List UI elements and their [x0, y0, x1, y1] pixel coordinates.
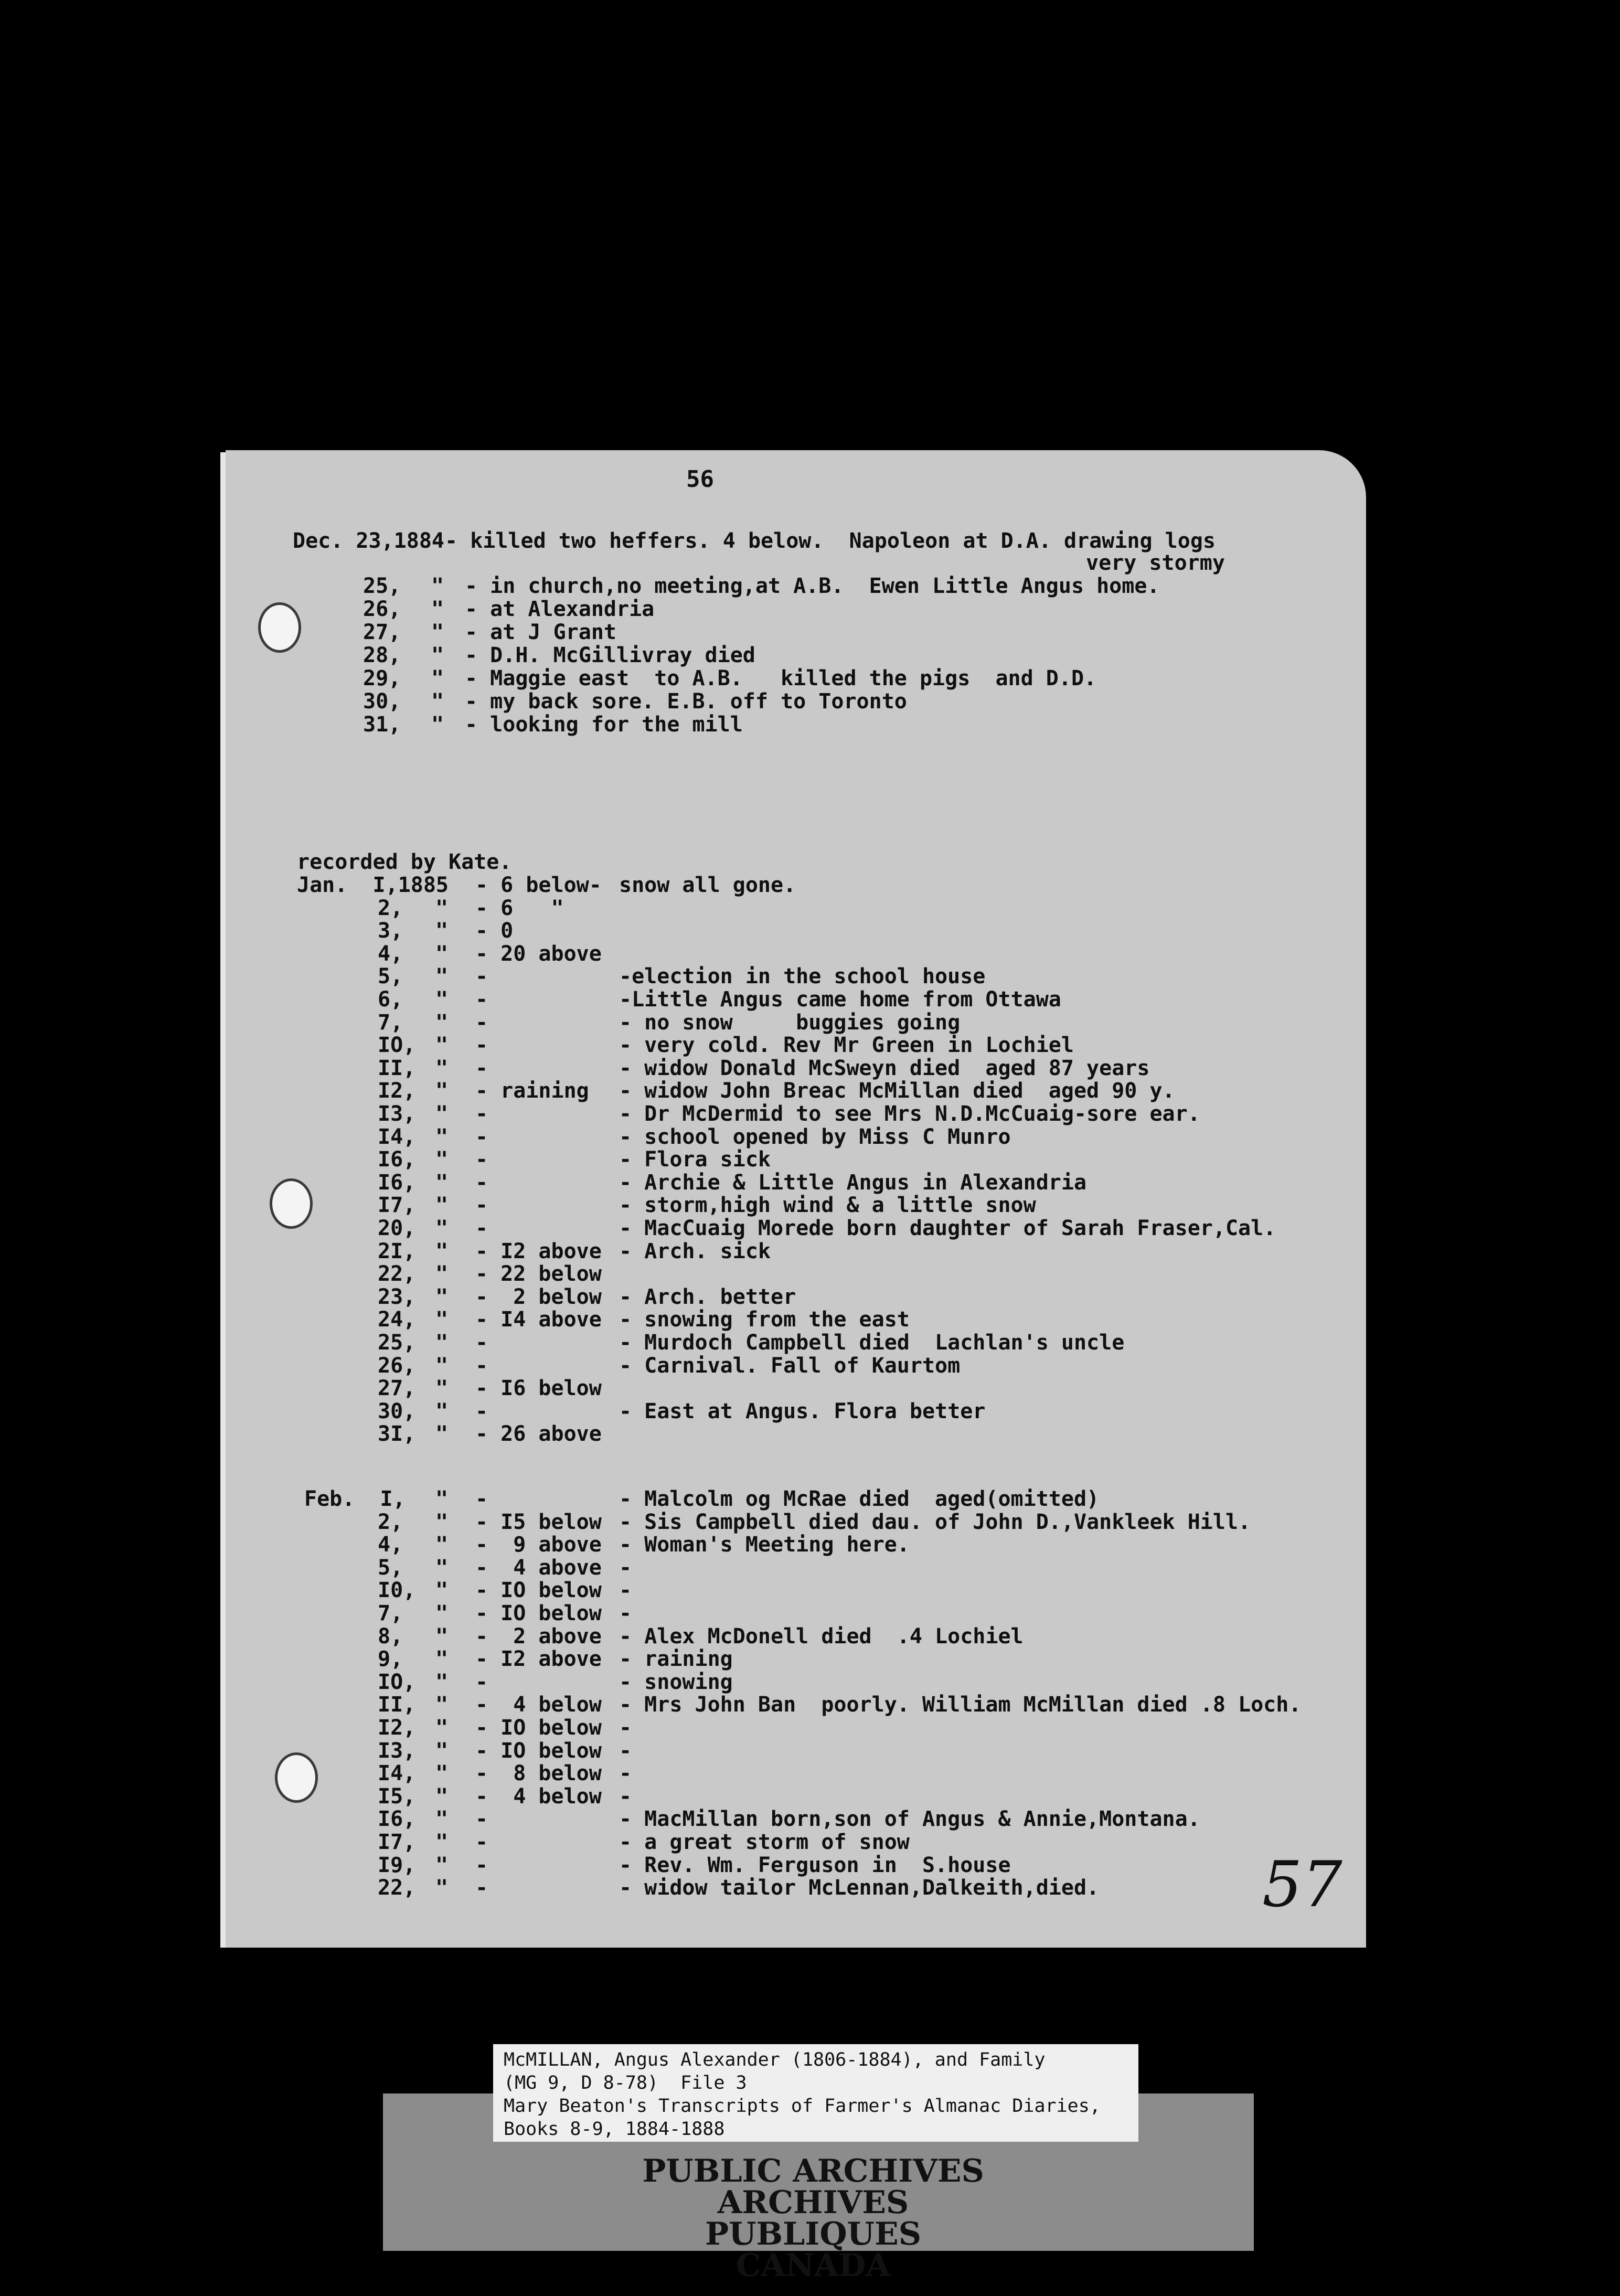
entry-date: 2, [378, 1510, 403, 1534]
diary-row [363, 574, 1160, 598]
ditto-mark: " [435, 1284, 449, 1309]
entry-date: 7, [378, 1010, 403, 1035]
ditto-mark: " [435, 1510, 449, 1534]
entry-date: 4, [378, 1533, 403, 1557]
entry-date: 29, [363, 666, 401, 690]
entry-note: - looking for the mill [465, 713, 743, 737]
ditto-mark: " [431, 574, 444, 598]
ditto-mark: " [435, 1170, 449, 1195]
entry-date: Jan. I,1885 [297, 873, 449, 897]
ditto-mark: " [435, 964, 449, 989]
entry-note: - at Alexandria [465, 597, 655, 621]
label-line: (MG 9, D 8-78) File 3 [504, 2072, 747, 2093]
temperature: - [475, 1399, 488, 1423]
temperature: - [475, 1170, 488, 1195]
ditto-mark: " [435, 1578, 449, 1603]
entry-date: I7, [378, 1193, 416, 1218]
temperature: - [475, 987, 488, 1012]
entry-date: Dec. 23,1884 [293, 529, 444, 553]
temperature: - 9 above [475, 1533, 602, 1557]
page-number: 56 [686, 466, 714, 493]
entry-date: I6, [378, 1147, 416, 1172]
ditto-mark: " [435, 1124, 449, 1149]
stamp-line: PUBLIC ARCHIVES [642, 2153, 984, 2189]
entry-note: - Dr McDermid to see Mrs N.D.McCuaig-sore ear. [619, 1102, 1200, 1126]
temperature: - [475, 1102, 488, 1126]
stamp-line: ARCHIVES PUBLIQUES [705, 2184, 922, 2252]
temperature: - 8 below [475, 1761, 602, 1786]
temperature: - [475, 1056, 488, 1080]
ditto-mark: " [435, 1670, 449, 1694]
entry-date: 24, [378, 1308, 416, 1332]
temperature: - [475, 1807, 488, 1832]
entry-date: 7, [378, 1601, 403, 1625]
entry-date: I3, [378, 1102, 416, 1126]
entry-note: - widow John Breac McMillan died aged 90 y. [619, 1079, 1175, 1103]
entry-date: I4, [378, 1124, 416, 1149]
temperature: - [475, 1830, 488, 1854]
temperature: - 26 above [475, 1422, 602, 1447]
diary-row [363, 666, 1097, 690]
temperature: - I2 above [475, 1239, 602, 1263]
diary-row [363, 713, 743, 737]
temperature: - 4 below [475, 1693, 602, 1717]
temperature: - I5 below [475, 1510, 602, 1534]
ditto-mark: " [435, 1193, 449, 1218]
entry-date: 25, [378, 1331, 416, 1355]
entry-note: - Mrs John Ban poorly. William McMillan died .8 Loch. [619, 1693, 1302, 1717]
ditto-mark: " [435, 1056, 449, 1080]
entry-note: - [619, 1738, 632, 1763]
entry-note: - Flora sick [619, 1147, 771, 1172]
entry-note: - Maggie east to A.B. killed the pigs and D.D. [465, 666, 1097, 690]
entry-note: - no snow buggies going [619, 1010, 961, 1035]
entry-note: - East at Angus. Flora better [619, 1399, 986, 1423]
ditto-mark: " [435, 1487, 449, 1511]
temperature: - [475, 1193, 488, 1218]
entry-date: 2I, [378, 1239, 416, 1263]
temperature: - 22 below [475, 1262, 602, 1287]
temperature: - 20 above [475, 941, 602, 966]
entry-date: 8, [378, 1624, 403, 1649]
entry-note: snow all gone. [619, 873, 796, 897]
ditto-mark: " [435, 1533, 449, 1557]
temperature: - [475, 964, 488, 989]
ditto-mark: " [435, 1876, 449, 1900]
entry-note: - Alex McDonell died .4 Lochiel [619, 1624, 1024, 1649]
entry-date: 9, [378, 1647, 403, 1672]
entry-date: I0, [378, 1578, 416, 1603]
ditto-mark: " [435, 1807, 449, 1832]
archive-label [493, 2044, 1138, 2142]
entry-note: - MacCuaig Morede born daughter of Sarah Fraser,Cal. [619, 1216, 1276, 1240]
ditto-mark: " [435, 1555, 449, 1580]
ditto-mark: " [435, 1308, 449, 1332]
ditto-mark: " [431, 643, 444, 667]
entry-note: - Arch. better [619, 1284, 796, 1309]
ditto-mark: " [435, 1331, 449, 1355]
entry-date: I6, [378, 1170, 416, 1195]
temperature: - [475, 1487, 488, 1511]
entry-date: 26, [378, 1353, 416, 1378]
entry-note: - [619, 1578, 632, 1603]
entry-note: - very cold. Rev Mr Green in Lochiel [619, 1033, 1074, 1058]
temperature: - [475, 1216, 488, 1240]
diary-row [363, 597, 655, 621]
temperature: - IO below [475, 1738, 602, 1763]
entry-date: 5, [378, 964, 403, 989]
stamp-line: CANADA [736, 2247, 891, 2284]
entry-date: 27, [363, 620, 401, 644]
entry-date: I2, [378, 1716, 416, 1740]
entry-note: - snowing [619, 1670, 733, 1694]
entry-note: - a great storm of snow [619, 1830, 910, 1854]
entry-date: 31, [363, 713, 401, 737]
entry-date: 27, [378, 1376, 416, 1401]
temperature: - [475, 1353, 488, 1378]
ditto-mark: " [435, 1079, 449, 1103]
ditto-mark: " [435, 1399, 449, 1423]
ditto-mark: " [431, 713, 444, 737]
entry-note: - at J Grant [465, 620, 616, 644]
temperature: - I2 above [475, 1647, 602, 1672]
diary-row [363, 643, 755, 667]
entry-note: - school opened by Miss C Munro [619, 1124, 1011, 1149]
diary-row [363, 620, 616, 644]
ditto-mark: " [431, 689, 444, 714]
entry-date: 23, [378, 1284, 416, 1309]
entry-date: I4, [378, 1761, 416, 1786]
entry-date: 22, [378, 1262, 416, 1287]
entry-date: I2, [378, 1079, 416, 1103]
entry-date: 28, [363, 643, 401, 667]
entry-date: I3, [378, 1738, 416, 1763]
entry-note: - MacMillan born,son of Angus & Annie,Montana. [619, 1807, 1200, 1832]
entry-note: - Rev. Wm. Ferguson in S.house [619, 1853, 1011, 1877]
binder-hole-middle [270, 1178, 313, 1229]
entry-note: - Archie & Little Angus in Alexandria [619, 1170, 1087, 1195]
entry-note: - D.H. McGillivray died [465, 643, 755, 667]
entry-date: IO, [378, 1670, 416, 1694]
temperature: - 6 below- [475, 873, 602, 897]
entry-note: - snowing from the east [619, 1308, 910, 1332]
entry-date: I7, [378, 1830, 416, 1854]
section-header: recorded by Kate. [297, 850, 512, 874]
ditto-mark: " [435, 1422, 449, 1447]
ditto-mark: " [435, 1376, 449, 1401]
binder-hole-bottom [275, 1752, 318, 1803]
temperature: - [475, 1670, 488, 1694]
document-page [226, 450, 1366, 1948]
entry-note: - [619, 1716, 632, 1740]
entry-note: - [619, 1601, 632, 1625]
temperature: - 2 above [475, 1624, 602, 1649]
ditto-mark: " [435, 987, 449, 1012]
diary-row [293, 529, 1216, 553]
label-line: Books 8-9, 1884-1888 [504, 2119, 725, 2140]
entry-date: I9, [378, 1853, 416, 1877]
ditto-mark: " [435, 1102, 449, 1126]
entry-note: - killed two heffers. 4 below. Napoleon at D.A. drawing logs [445, 529, 1216, 553]
entry-note: - Murdoch Campbell died Lachlan's uncle [619, 1331, 1125, 1355]
entry-date: 22, [378, 1876, 416, 1900]
ditto-mark: " [435, 1738, 449, 1763]
entry-date: 30, [378, 1399, 416, 1423]
entry-date: 3, [378, 919, 403, 943]
entry-date: 25, [363, 574, 401, 598]
entry-date: 5, [378, 1555, 403, 1580]
ditto-mark: " [431, 666, 444, 690]
ditto-mark: " [435, 1716, 449, 1740]
ditto-mark: " [435, 1033, 449, 1058]
entry-note: - widow tailor McLennan,Dalkeith,died. [619, 1876, 1100, 1900]
entry-date: I6, [378, 1807, 416, 1832]
entry-date: I5, [378, 1784, 416, 1809]
entry-note: - Carnival. Fall of Kaurtom [619, 1353, 961, 1378]
entry-date: II, [378, 1056, 416, 1080]
diary-row [1086, 551, 1225, 575]
entry-date: II, [378, 1693, 416, 1717]
temperature: - IO below [475, 1578, 602, 1603]
entry-note: - storm,high wind & a little snow [619, 1193, 1036, 1218]
temperature: - IO below [475, 1716, 602, 1740]
public-archives-stamp [630, 2153, 997, 2284]
ditto-mark: " [435, 1784, 449, 1809]
temperature: - 6 " [475, 896, 564, 920]
temperature: - I4 above [475, 1308, 602, 1332]
entry-date: 30, [363, 689, 401, 714]
entry-date: 6, [378, 987, 403, 1012]
ditto-mark: " [435, 1830, 449, 1854]
entry-note: - in church,no meeting,at A.B. Ewen Little Angus home. [465, 574, 1160, 598]
entry-note: - [619, 1784, 632, 1809]
entry-note: - raining [619, 1647, 733, 1672]
ditto-mark: " [435, 1853, 449, 1877]
entry-note: -Little Angus came home from Ottawa [619, 987, 1061, 1012]
label-line: McMILLAN, Angus Alexander (1806-1884), and Family [504, 2049, 1046, 2070]
entry-note: - Woman's Meeting here. [619, 1533, 910, 1557]
handwritten-page-number: 57 [1262, 1848, 1342, 1921]
entry-note: - [619, 1761, 632, 1786]
entry-date: 26, [363, 597, 401, 621]
ditto-mark: " [435, 1239, 449, 1263]
entry-note: - Malcolm og McRae died aged(omitted) [619, 1487, 1100, 1511]
entry-note: - Arch. sick [619, 1239, 771, 1263]
temperature: - [475, 1331, 488, 1355]
diary-row [363, 689, 907, 714]
temperature: - [475, 1124, 488, 1149]
temperature: - raining [475, 1079, 589, 1103]
ditto-mark: " [435, 1010, 449, 1035]
ditto-mark: " [435, 1216, 449, 1240]
temperature: - [475, 1033, 488, 1058]
ditto-mark: " [435, 1624, 449, 1649]
temperature: - 4 below [475, 1784, 602, 1809]
temperature: - I6 below [475, 1376, 602, 1401]
entry-note: -election in the school house [619, 964, 986, 989]
temperature: - [475, 1147, 488, 1172]
entry-date: 3I, [378, 1422, 416, 1447]
entry-date: 4, [378, 941, 403, 966]
entry-date: 20, [378, 1216, 416, 1240]
ditto-mark: " [435, 1262, 449, 1287]
ditto-mark: " [435, 941, 449, 966]
ditto-mark: " [435, 1353, 449, 1378]
ditto-mark: " [435, 1693, 449, 1717]
ditto-mark: " [435, 1147, 449, 1172]
entry-date: IO, [378, 1033, 416, 1058]
ditto-mark: " [435, 1761, 449, 1786]
ditto-mark: " [435, 896, 449, 920]
label-line: Mary Beaton's Transcripts of Farmer's Almanac Diaries, [504, 2096, 1101, 2117]
entry-note: - widow Donald McSweyn died aged 87 years [619, 1056, 1150, 1080]
ditto-mark: " [435, 1647, 449, 1672]
entry-note: - my back sore. E.B. off to Toronto [465, 689, 907, 714]
temperature: - [475, 1853, 488, 1877]
temperature: - [475, 1876, 488, 1900]
ditto-mark: " [431, 597, 444, 621]
ditto-mark: " [435, 1601, 449, 1625]
temperature: - 2 below [475, 1284, 602, 1309]
ditto-mark: " [435, 919, 449, 943]
entry-note: very stormy [1086, 551, 1225, 575]
temperature: - IO below [475, 1601, 602, 1625]
entry-date: Feb. I, [304, 1487, 406, 1511]
entry-date: 2, [378, 896, 403, 920]
temperature: - 4 above [475, 1555, 602, 1580]
temperature: - 0 [475, 919, 514, 943]
entry-note: - [619, 1555, 632, 1580]
entry-note: - Sis Campbell died dau. of John D.,Vankleek Hill. [619, 1510, 1251, 1534]
ditto-mark: " [431, 620, 444, 644]
temperature: - [475, 1010, 488, 1035]
